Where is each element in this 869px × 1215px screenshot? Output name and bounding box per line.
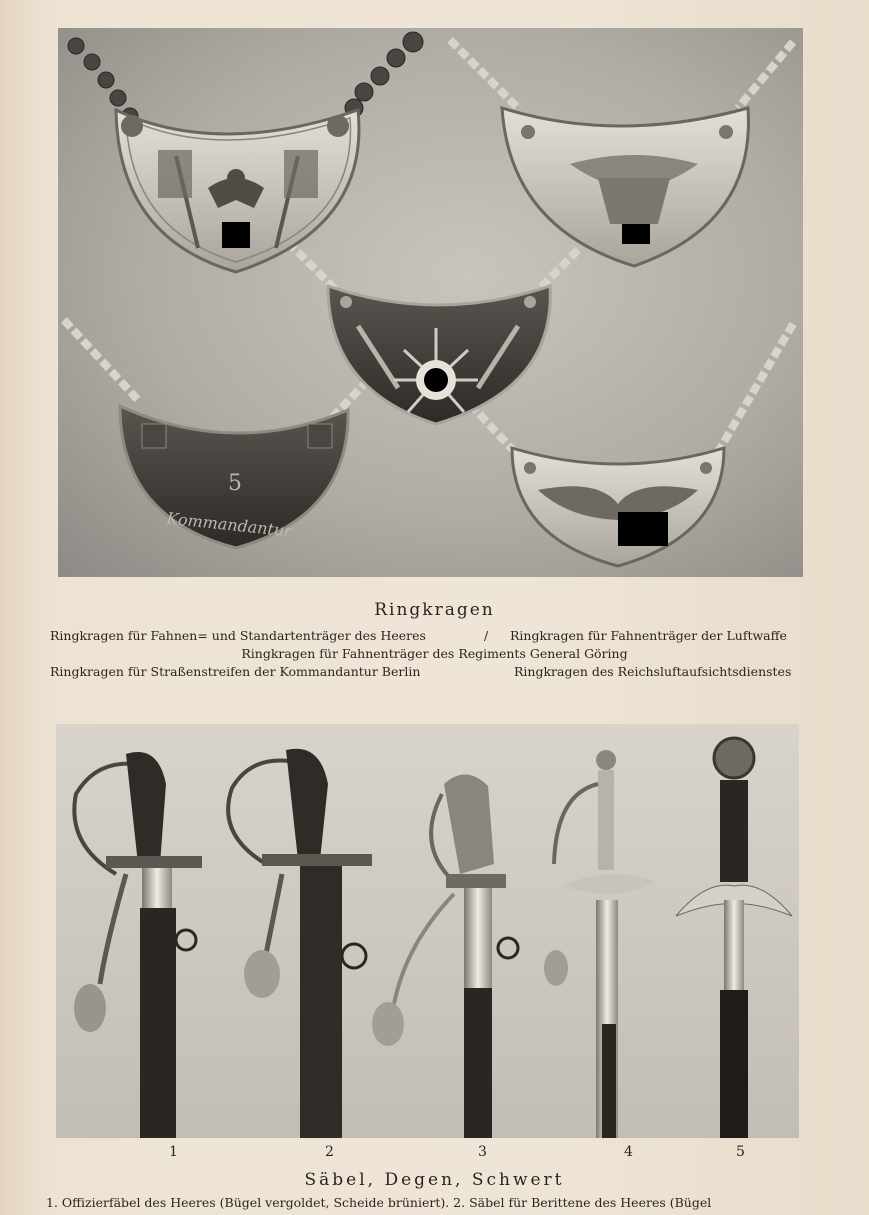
sword-3-dress-sabre <box>372 774 518 1138</box>
redaction-1 <box>222 222 250 248</box>
swords-footnote: 1. Offizierfäbel des Heeres (Bügel vergoldet, Scheide brüniert). 2. Säbel für Berittene des Heeres (Bügel <box>46 1195 712 1210</box>
sword-number-4: 4 <box>624 1144 633 1160</box>
gorgets-illustration <box>58 28 803 577</box>
sword-2-mounted-sabre <box>228 749 372 1138</box>
caption-goring: Ringkragen für Fahnenträger des Regiments General Göring <box>241 646 628 661</box>
redaction-3 <box>424 368 448 392</box>
gorget-luftwaffe <box>502 108 748 266</box>
chain-top-left <box>68 32 423 124</box>
sword-number-1: 1 <box>169 1144 178 1160</box>
gorget-numeral: 5 <box>228 471 242 496</box>
sword-number-2: 2 <box>325 1144 334 1160</box>
gorgets-photo <box>58 28 803 577</box>
caption-street-patrol: Ringkragen für Straßenstreifen der Kommandantur Berlin <box>50 664 421 679</box>
gorgets-title: Ringkragen <box>374 600 495 620</box>
gorget-kommandantur <box>120 406 348 548</box>
swords-photo <box>56 724 799 1138</box>
swords-title: Säbel, Degen, Schwert <box>304 1170 565 1190</box>
gorget-army <box>116 110 359 272</box>
sword-5-schwert <box>676 738 792 1138</box>
gorget-air-supervision <box>512 448 724 566</box>
redaction-4 <box>618 512 668 546</box>
swords-illustration <box>56 724 799 1138</box>
sword-4-degen <box>544 750 656 1138</box>
gorget-banner: Kommandantur <box>165 508 293 541</box>
caption-air-supervision: Ringkragen des Reichsluftaufsichtsdienstes <box>514 664 792 679</box>
sword-1-army-officer-sabre <box>74 752 202 1138</box>
gorget-goring <box>328 286 550 424</box>
sword-number-3: 3 <box>478 1144 487 1160</box>
sword-number-5: 5 <box>736 1144 745 1160</box>
caption-luftwaffe: Ringkragen für Fahnenträger der Luftwaffe <box>510 628 787 643</box>
caption-separator: / <box>484 628 489 643</box>
redaction-2 <box>622 224 650 244</box>
caption-army: Ringkragen für Fahnen= und Standartenträger des Heeres <box>50 628 426 643</box>
